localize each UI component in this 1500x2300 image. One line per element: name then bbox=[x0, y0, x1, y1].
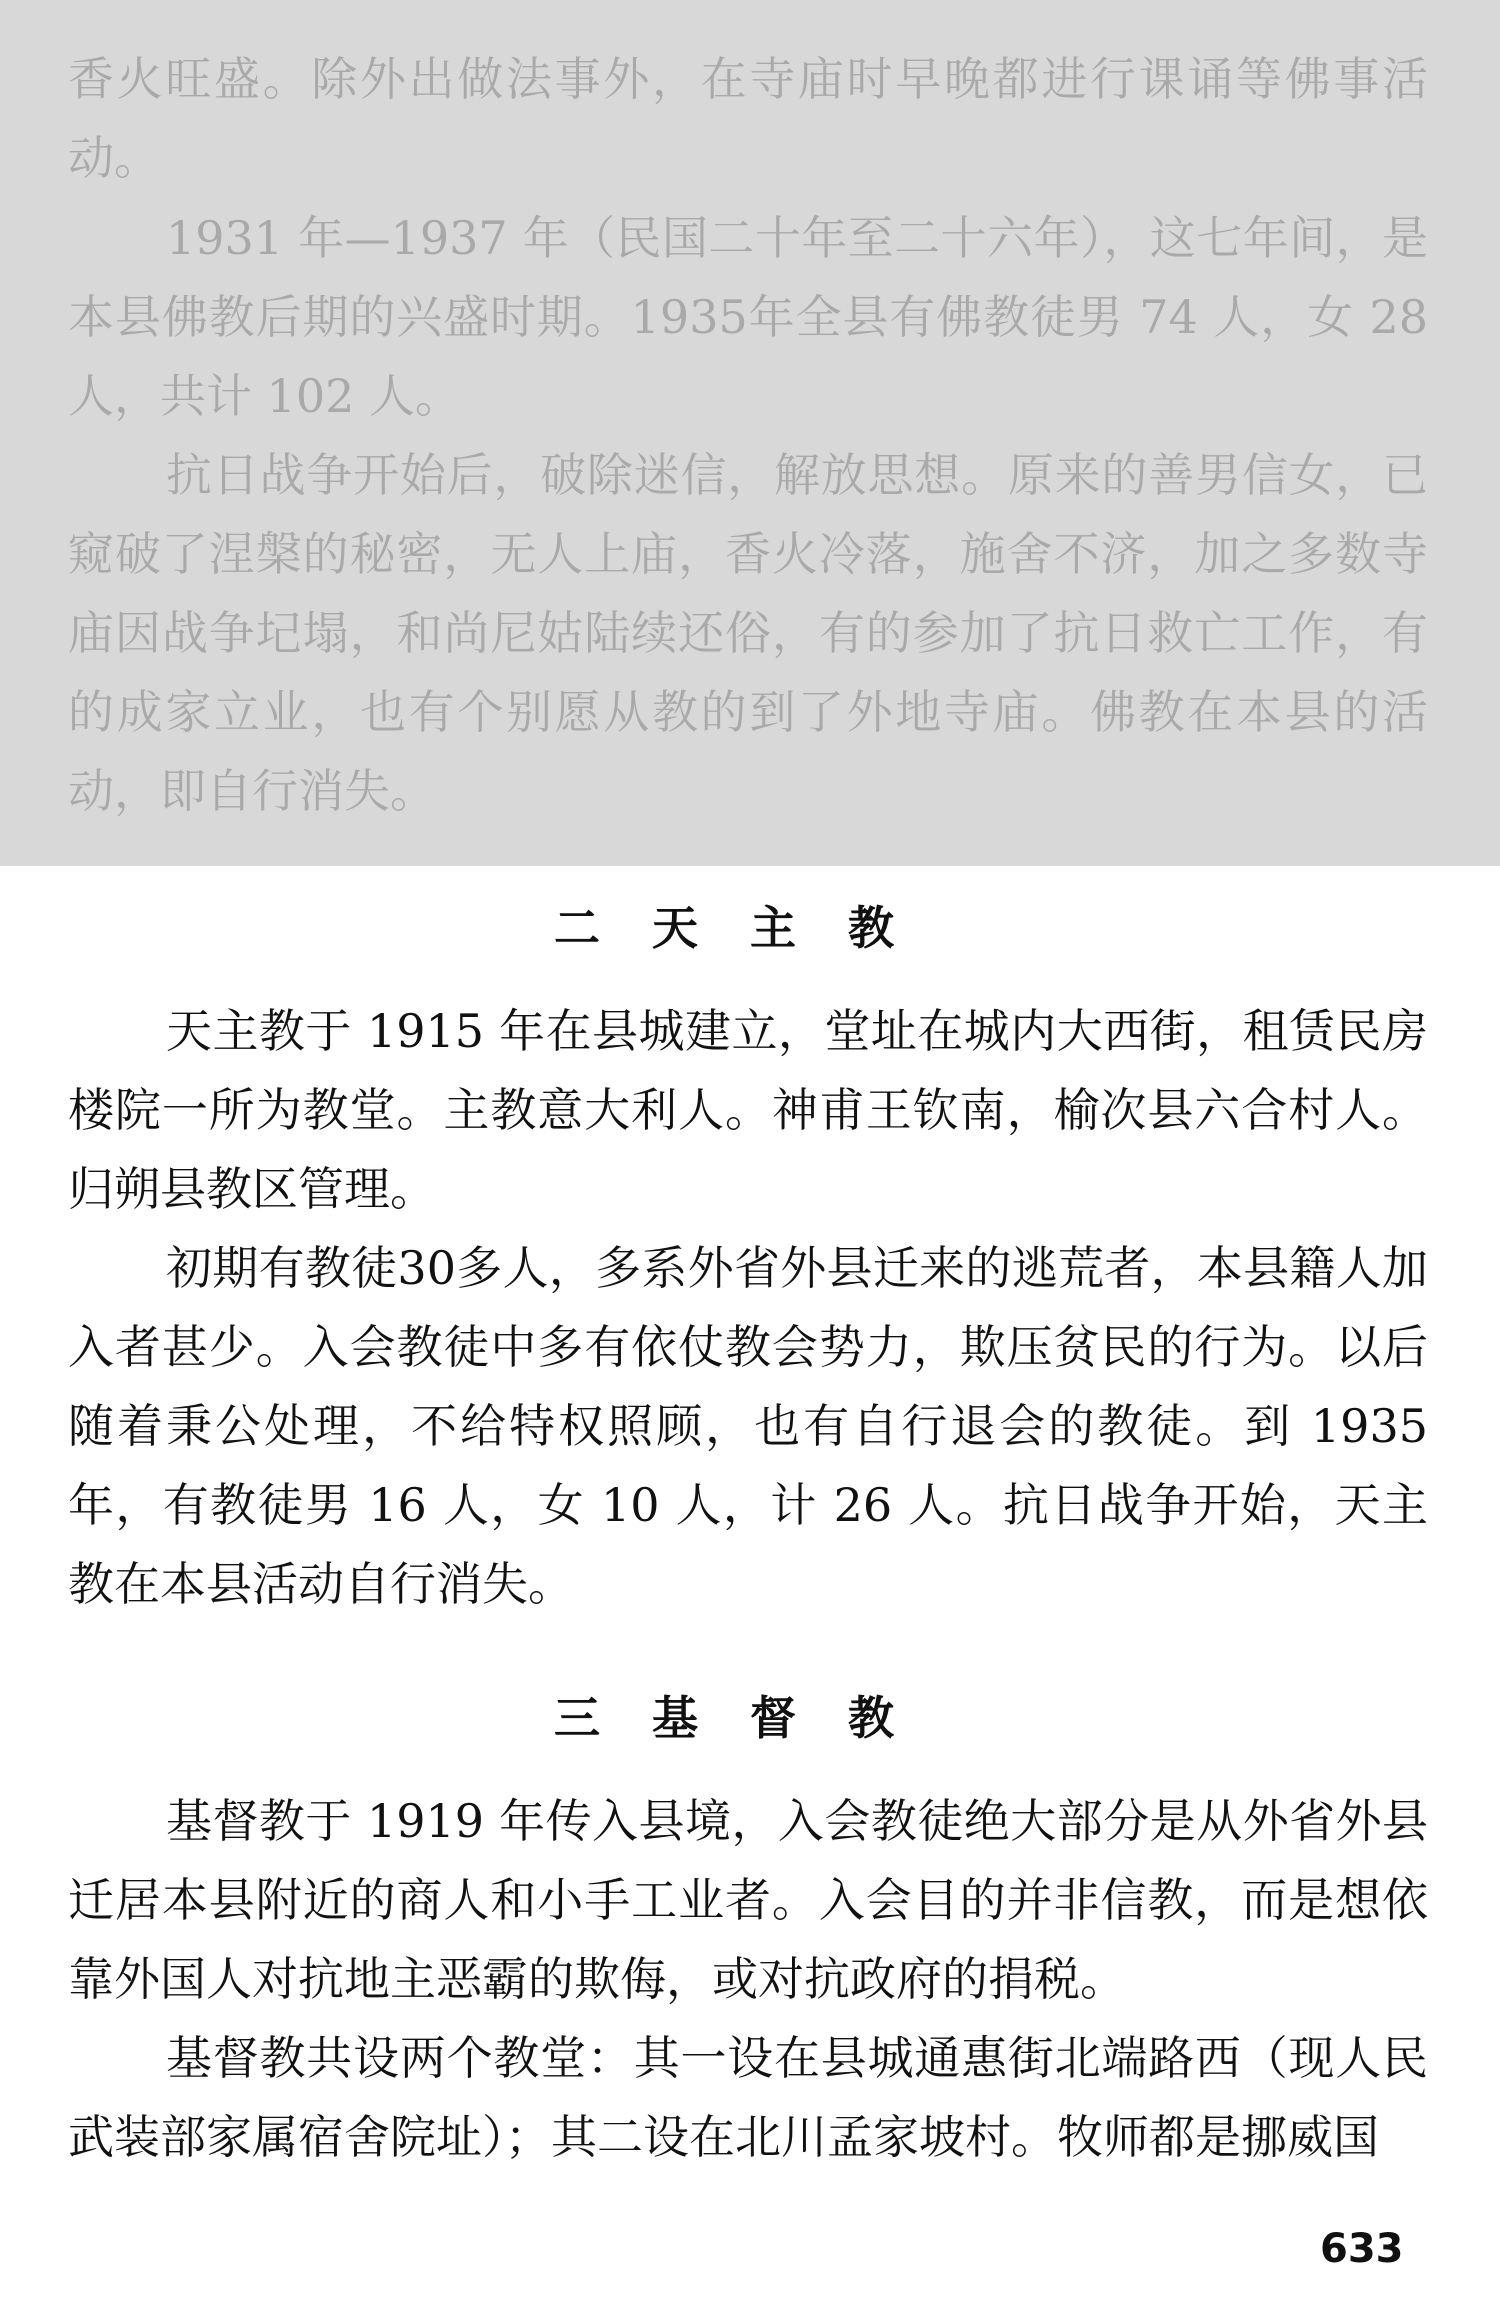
paragraph-buddhism-peak: 1931 年—1937 年（民国二十年至二十六年），这七年间，是本县佛教后期的兴盛时期。1935年全县有佛教徒男 74 人，女 28 人，共计 102 人。 bbox=[68, 211, 1428, 423]
paragraph-buddhism-decline: 抗日战争开始后，破除迷信，解放思想。原来的善男信女，已窥破了涅槃的秘密，无人上庙，香火冷落，施舍不济，加之多数寺庙因战争圮塌，和尚尼姑陆续还俗，有的参加了抗日救亡工作，有的成家立业，也有个别愿从教的到了外地寺庙。佛教在本县的活动，即自行消失。 bbox=[68, 448, 1428, 818]
paragraph-catholic-members: 初期有教徒30多人，多系外省外县迁来的逃荒者，本县籍人加入者甚少。入会教徒中多有依仗教会势力，欺压贫民的行为。以后随着秉公处理，不给特权照顾，也有自行退会的教徒。到 1935 年，有教徒男 16 人，女 10 人，计 26 人。抗日战争开始，天主教在本县活动自行消失。 bbox=[68, 1241, 1428, 1611]
heading-catholicism: 二天主教 bbox=[554, 901, 946, 955]
faded-top-region bbox=[0, 0, 1500, 866]
paragraph-christian-churches: 基督教共设两个教堂：其一设在县城通惠街北端路西（现人民武装部家属宿舍院址）；其二设在北川孟家坡村。牧师都是挪威国 bbox=[68, 2031, 1428, 2164]
paragraph-catholic-founding: 天主教于 1915 年在县城建立，堂址在城内大西街，租赁民房楼院一所为教堂。主教意大利人。神甫王钦南，榆次县六合村人。归朔县教区管理。 bbox=[68, 1004, 1428, 1216]
paragraph-buddhism-activities: 香火旺盛。除外出做法事外，在寺庙时早晚都进行课诵等佛事活动。 bbox=[68, 52, 1428, 185]
heading-christianity: 三基督教 bbox=[554, 1691, 946, 1745]
paragraph-christian-arrival: 基督教于 1919 年传入县境，入会教徒绝大部分是从外省外县迁居本县附近的商人和小手工业者。入会目的并非信教，而是想依靠外国人对抗地主恶霸的欺侮，或对抗政府的捐税。 bbox=[68, 1794, 1428, 2006]
page-number: 633 bbox=[1320, 2226, 1404, 2272]
